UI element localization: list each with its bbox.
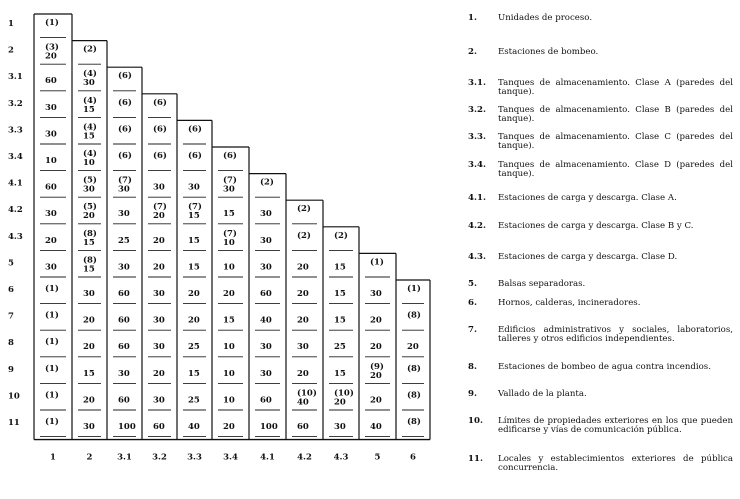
row-label: 3.3 [8, 125, 23, 136]
cell-value: 20 [223, 422, 235, 432]
legend-text: Estaciones de bombeo de agua contra incendios. [498, 362, 711, 372]
legend-text: Estaciones de carga y descarga. Clase D. [498, 252, 678, 262]
cell-value: 30 [334, 422, 346, 432]
cell-value: 60 [45, 182, 57, 193]
cell-value: (6) [153, 97, 167, 108]
row-label: 4.2 [8, 205, 23, 216]
cell-value: 10 [223, 262, 235, 273]
cell-value: (8) [407, 417, 421, 427]
cell-value: 25 [334, 342, 346, 353]
cell-value: 30 [45, 209, 57, 220]
column-label: 3.4 [223, 452, 238, 463]
cell-value: 25 [188, 342, 200, 353]
legend-item [468, 390, 733, 399]
legend-item [468, 194, 733, 203]
legend-text: Balsas separadoras. [498, 279, 586, 289]
legend-number: 10. [468, 416, 483, 426]
cell-note: (8) [83, 228, 97, 239]
column-label: 3.1 [117, 452, 132, 463]
row-label: 4.3 [8, 231, 23, 242]
cell-value: 20 [223, 289, 235, 299]
cell-value: 60 [118, 315, 130, 326]
column-label: 6 [410, 452, 416, 463]
legend-item [468, 161, 733, 179]
cell-value: 20 [83, 315, 95, 326]
cell-note: (4) [83, 69, 97, 80]
row-label: 5 [8, 258, 14, 269]
cell-value: (2) [297, 204, 311, 215]
column-label: 4.3 [333, 452, 349, 463]
cell-value: 30 [153, 315, 165, 326]
cell-value: 25 [188, 395, 200, 406]
legend-item [468, 363, 733, 372]
cell-value: 20 [370, 370, 382, 381]
cell-value: (6) [118, 71, 132, 82]
legend-item [468, 253, 733, 262]
legend-number: 4.2. [468, 221, 486, 231]
cell-note: (5) [83, 175, 97, 186]
cell-value: 15 [334, 262, 346, 273]
cell-value: 20 [370, 342, 382, 353]
cell-value: 30 [83, 184, 95, 195]
cell-value: 20 [153, 211, 165, 222]
cell-value: 20 [153, 235, 165, 246]
cell-value: 30 [153, 342, 165, 353]
row-label: 11 [8, 418, 20, 428]
legend-text: Estaciones de carga y descarga. Clase B y C. [498, 221, 694, 231]
legend-text: Locales y establecimientos exteriores de pública concurrencia. [498, 454, 733, 473]
cell-value: 30 [297, 342, 309, 353]
cell-value: 20 [188, 289, 200, 299]
row-label: 3.1 [8, 72, 23, 83]
legend-number: 3.1. [468, 78, 486, 88]
column-label: 3.3 [187, 452, 202, 463]
legend-number: 3.3. [468, 132, 486, 142]
cell-value: (1) [45, 417, 59, 427]
cell-note: (7) [223, 228, 237, 239]
column-label: 2 [86, 452, 93, 463]
legend-number: 6. [468, 298, 477, 308]
cell-note: (4) [83, 149, 97, 159]
legend-text: Tanques de almacenamiento. Clase C (paredes del tanque). [498, 132, 733, 151]
column-label: 3.2 [152, 452, 167, 463]
cell-value: 20 [334, 397, 346, 408]
cell-value: 10 [223, 342, 235, 353]
cell-value: 30 [45, 129, 57, 140]
cell-value: 30 [370, 289, 382, 299]
legend-text: Edificios administrativos y sociales, laboratorios, talleres y otros edificios independientes. [498, 325, 733, 344]
cell-value: 30 [260, 342, 272, 353]
legend-number: 4.3. [468, 252, 486, 262]
cell-value: 30 [118, 262, 130, 273]
legend-text: Tanques de almacenamiento. Clase A (paredes del tanque). [498, 78, 733, 97]
legend-text: Hornos, calderas, incineradores. [498, 298, 641, 308]
legend-number: 7. [468, 325, 477, 335]
cell-value: 60 [260, 395, 272, 406]
cell-value: 20 [370, 395, 382, 406]
cell-value: 15 [223, 315, 235, 326]
cell-value: 30 [260, 209, 272, 220]
cell-value: 30 [223, 184, 235, 195]
legend-number: 2. [468, 47, 477, 57]
cell-value: 30 [260, 262, 272, 273]
cell-value: (6) [118, 97, 132, 108]
legend-item [468, 48, 733, 57]
cell-value: 10 [223, 237, 235, 248]
legend-number: 4.1. [468, 193, 486, 203]
legend-text: Estaciones de carga y descarga. Clase A. [498, 193, 677, 203]
legend-item [468, 455, 733, 473]
cell-value: (6) [188, 124, 202, 135]
legend-item [468, 417, 733, 435]
cell-note: (10) [334, 388, 354, 399]
cell-value: 20 [407, 342, 419, 353]
cell-value: 30 [83, 78, 95, 89]
legend-number: 11. [468, 454, 483, 464]
cell-value: 30 [153, 182, 165, 193]
legend-number: 3.2. [468, 105, 486, 115]
cell-value: (8) [407, 363, 421, 374]
cell-value: 20 [83, 211, 95, 222]
legend-item [468, 326, 733, 344]
cell-note: (7) [223, 175, 237, 186]
cell-value: 20 [45, 51, 57, 62]
row-label: 4.1 [8, 178, 23, 189]
cell-value: 20 [153, 368, 165, 379]
legend-text: Estaciones de bombeo. [498, 47, 599, 57]
cell-value: 20 [297, 315, 309, 326]
row-label: 6 [8, 285, 14, 295]
cell-value: (6) [153, 124, 167, 135]
cell-note: (4) [83, 95, 97, 106]
cell-value: 15 [83, 368, 95, 379]
cell-value: 30 [188, 182, 200, 193]
row-label: 8 [8, 338, 14, 349]
row-label: 3.4 [8, 152, 23, 162]
column-label: 5 [374, 452, 381, 463]
cell-value: (2) [297, 230, 311, 241]
cell-value: 100 [118, 422, 136, 432]
cell-value: (1) [45, 18, 59, 28]
legend-item [468, 79, 733, 97]
cell-value: 30 [45, 102, 57, 113]
cell-value: 20 [83, 395, 95, 406]
cell-value: 20 [45, 235, 57, 246]
legend-item [468, 133, 733, 151]
cell-note: (4) [83, 122, 97, 133]
cell-value: 20 [188, 315, 200, 326]
cell-value: 20 [297, 289, 309, 299]
cell-value: 15 [334, 289, 346, 299]
legend-text: Tanques de almacenamiento. Clase D (paredes del tanque). [498, 160, 733, 179]
cell-value: 30 [118, 184, 130, 195]
cell-value: 10 [223, 368, 235, 379]
legend-number: 1. [468, 13, 477, 23]
cell-value: 10 [223, 395, 235, 406]
cell-value: 15 [334, 315, 346, 326]
cell-value: (1) [45, 363, 59, 374]
cell-value: (6) [153, 151, 167, 161]
cell-value: (2) [334, 230, 348, 241]
cell-value: 60 [118, 342, 130, 353]
cell-value: 10 [45, 156, 57, 166]
cell-value: 15 [188, 368, 200, 379]
cell-value: 20 [297, 368, 309, 379]
column-label: 4.1 [260, 452, 275, 463]
cell-note: (10) [297, 388, 317, 399]
cell-value: 30 [118, 368, 130, 379]
cell-value: 15 [83, 131, 95, 142]
cell-value: (1) [407, 284, 421, 294]
row-label: 1 [8, 19, 14, 29]
cell-value: 30 [83, 422, 95, 432]
legend-number: 9. [468, 389, 477, 399]
cell-value: 40 [370, 422, 382, 432]
legend-text: Tanques de almacenamiento. Clase B (paredes del tanque). [498, 105, 733, 124]
row-label: 7 [8, 311, 14, 322]
row-label: 3.2 [8, 98, 23, 109]
legend-number: 3.4. [468, 160, 486, 170]
cell-value: 100 [260, 422, 278, 432]
cell-value: (6) [118, 151, 132, 161]
cell-note: (7) [118, 175, 132, 186]
cell-value: 15 [188, 211, 200, 222]
column-label: 4.2 [297, 452, 312, 463]
cell-value: 40 [297, 397, 309, 408]
cell-value: 30 [153, 395, 165, 406]
cell-value: 40 [188, 422, 200, 432]
cell-value: (1) [45, 337, 59, 348]
cell-note: (7) [188, 202, 202, 213]
cell-value: 60 [45, 76, 57, 87]
cell-value: 20 [83, 342, 95, 353]
legend-item [468, 106, 733, 124]
cell-value: 15 [83, 237, 95, 248]
cell-value: (1) [45, 390, 59, 401]
cell-value: 30 [118, 209, 130, 220]
cell-value: (8) [407, 390, 421, 401]
legend-text: Límites de propiedades exteriores en los que pueden edificarse y vías de comunicación pública. [498, 416, 733, 435]
legend-item [468, 222, 733, 231]
legend-number: 5. [468, 279, 477, 289]
cell-value: 60 [260, 289, 272, 299]
cell-value: 30 [260, 368, 272, 379]
cell-value: 30 [45, 262, 57, 273]
cell-value: 30 [153, 289, 165, 299]
cell-note: (8) [83, 255, 97, 266]
cell-value: 25 [118, 235, 130, 246]
legend-item [468, 280, 733, 289]
cell-value: 60 [118, 289, 130, 299]
cell-note: (3) [45, 42, 59, 53]
cell-value: 15 [188, 262, 200, 273]
cell-value: (6) [188, 151, 202, 161]
cell-value: 30 [83, 289, 95, 299]
cell-value: 60 [297, 422, 309, 432]
cell-value: 60 [118, 395, 130, 406]
cell-value: (1) [45, 310, 59, 321]
legend-item [468, 299, 733, 308]
cell-note: (9) [370, 361, 384, 372]
cell-value: (2) [260, 177, 274, 188]
cell-value: 40 [260, 315, 272, 326]
row-label: 10 [8, 391, 20, 402]
cell-value: (2) [83, 44, 97, 55]
cell-note: (5) [83, 202, 97, 213]
cell-value: 10 [83, 158, 95, 168]
cell-value: 15 [83, 104, 95, 115]
legend-item [468, 14, 733, 23]
cell-value: 30 [260, 235, 272, 246]
cell-value: 20 [153, 262, 165, 273]
cell-value: 20 [297, 262, 309, 273]
cell-value: (8) [407, 310, 421, 321]
cell-value: (6) [223, 151, 237, 161]
cell-value: (1) [370, 257, 384, 268]
cell-value: 20 [370, 315, 382, 326]
column-label: 1 [50, 452, 56, 463]
cell-value: 15 [188, 235, 200, 246]
cell-note: (7) [153, 202, 167, 213]
cell-value: (6) [118, 124, 132, 135]
cell-value: 15 [223, 209, 235, 220]
legend-text: Vallado de la planta. [498, 389, 587, 399]
cell-value: 60 [153, 422, 165, 432]
row-label: 9 [8, 364, 14, 375]
cell-value: 15 [334, 368, 346, 379]
cell-value: 15 [83, 264, 95, 275]
legend-number: 8. [468, 362, 477, 372]
cell-value: (1) [45, 284, 59, 294]
row-label: 2 [8, 45, 14, 56]
legend-text: Unidades de proceso. [498, 13, 593, 23]
